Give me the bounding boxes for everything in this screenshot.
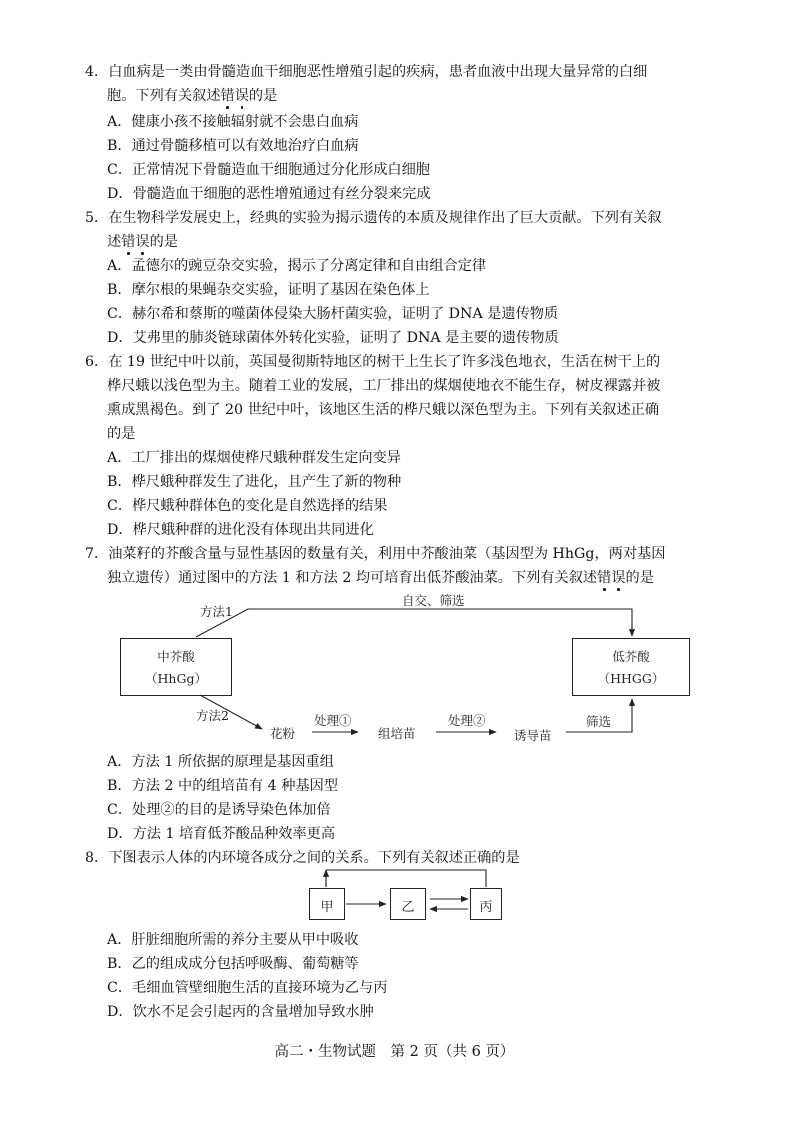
method2-label: 方法2 — [196, 708, 229, 723]
seedling-label: 组培苗 — [378, 726, 416, 741]
q8-bing-label: 丙 — [479, 900, 493, 915]
q7-option-c: C．处理②的目的是诱导染色体加倍 — [107, 802, 331, 818]
q4-option-d: D．骨髓造血干细胞的恶性增殖通过有丝分裂来完成 — [107, 186, 431, 202]
q8-yi-label: 乙 — [401, 900, 415, 915]
q8-option-a: A．肝脏细胞所需的养分主要从甲中吸收 — [107, 932, 359, 948]
q8-box-bing — [470, 888, 502, 920]
q5-option-b: B．摩尔根的果蝇杂交实验，证明了基因在染色体上 — [107, 282, 430, 298]
q8-box-jia — [309, 888, 345, 920]
mid-erucic-genotype: （HhGg） — [145, 671, 207, 686]
low-erucic-genotype: （HHGG） — [597, 671, 665, 686]
q8-option-b: B．乙的组成成分包括呼吸酶、葡萄糖等 — [107, 956, 359, 972]
q4-option-a: A．健康小孩不接触辐射就不会患白血病 — [107, 114, 359, 130]
emphasis-char: 误 — [234, 88, 249, 104]
process1-label: 处理① — [314, 713, 352, 728]
method1-arrow — [196, 609, 632, 637]
q8-option-c: C．毛细血管壁细胞生活的直接环境为乙与丙 — [107, 980, 388, 996]
q7-stem-pre: 独立遗传）通过图中的方法 1 和方法 2 均可培育出低芥酸油菜。下列有关叙述 — [107, 570, 598, 586]
q7-option-d: D．方法 1 培育低芥酸品种效率更高 — [107, 826, 336, 842]
self-cross-label: 自交、筛选 — [402, 593, 465, 608]
q7-option-b: B．方法 2 中的组培苗有 4 种基因型 — [107, 778, 338, 794]
q5-stem-line1: 5．在生物科学发展史上，经典的实验为揭示遗传的本质及规律作出了巨大贡献。下列有关叙 — [85, 210, 662, 226]
q8-jia-label: 甲 — [320, 900, 334, 915]
pollen-label: 花粉 — [270, 726, 296, 741]
q4-stem-line1: 4．白血病是一类由骨髓造血干细胞恶性增殖引起的疾病，患者血液中出现大量异常的白细 — [85, 64, 648, 80]
q4-stem-post: 的是 — [248, 88, 278, 104]
q6-option-a: A．工厂排出的煤烟使桦尺蛾种群发生定向变异 — [107, 450, 401, 466]
q8-stem: 8．下图表示人体的内环境各成分之间的关系。下列有关叙述正确的是 — [85, 850, 520, 866]
low-erucic-box — [572, 638, 690, 696]
q8-option-d: D．饮水不足会引起丙的含量增加导致水肿 — [107, 1004, 374, 1020]
emphasis-char: 错 — [597, 570, 612, 586]
q5-option-a: A．孟德尔的豌豆杂交实验，揭示了分离定律和自由组合定律 — [107, 258, 487, 274]
low-erucic-label: 低芥酸 — [612, 649, 650, 664]
q4-option-c: C．正常情况下骨髓造血干细胞通过分化形成白细胞 — [107, 162, 430, 178]
q5-option-d: D．艾弗里的肺炎链球菌体外转化实验，证明了 DNA 是主要的遗传物质 — [107, 330, 559, 346]
method1-label: 方法1 — [200, 604, 233, 619]
emphasis-char: 错 — [220, 88, 235, 104]
q6-stem-line3: 熏成黑褐色。到了 20 世纪中叶，该地区生活的桦尺蛾以深色型为主。下列有关叙述正确 — [107, 402, 660, 418]
q8-box-yi — [390, 888, 426, 920]
process2-label: 处理② — [448, 713, 486, 728]
q4-stem-pre: 胞。下列有关叙述 — [107, 88, 221, 104]
emphasis-char: 错 — [121, 234, 136, 250]
q8-top-line — [326, 870, 486, 887]
q6-option-b: B．桦尺蛾种群发生了进化，且产生了新的物种 — [107, 474, 402, 490]
mid-erucic-label: 中芥酸 — [157, 649, 195, 664]
mid-erucic-box — [120, 638, 232, 696]
q6-stem-line4: 的是 — [107, 426, 136, 442]
q5-option-c: C．赫尔希和蔡斯的噬菌体侵染大肠杆菌实验，证明了 DNA 是遗传物质 — [107, 306, 559, 322]
induced-seedling-label: 诱导苗 — [514, 728, 552, 743]
q6-option-d: D．桦尺蛾种群的进化没有体现出共同进化 — [107, 522, 374, 538]
page-footer: 高二・生物试题 第 2 页（共 6 页） — [274, 1044, 515, 1060]
q6-option-c: C．桦尺蛾种群体色的变化是自然选择的结果 — [107, 498, 388, 514]
q5-stem-post: 的是 — [149, 234, 178, 250]
q6-stem-line2: 桦尺蛾以浅色型为主。随着工业的发展，工厂排出的煤烟使地衣不能生存，树皮裸露并被 — [107, 378, 661, 394]
emphasis-char: 误 — [135, 234, 150, 250]
q7-stem-line1: 7．油菜籽的芥酸含量与显性基因的数量有关，利用中芥酸油菜（基因型为 HhGg，两对基因 — [85, 546, 666, 562]
screen-label: 筛选 — [586, 714, 612, 729]
q5-stem-pre: 述 — [107, 234, 122, 250]
q6-stem-line1: 6．在 19 世纪中叶以前，英国曼彻斯特地区的树干上生长了许多浅色地衣，生活在树干上的 — [85, 354, 661, 370]
q7-option-a: A．方法 1 所依据的原理是基因重组 — [107, 754, 334, 770]
q4-option-b: B．通过骨髓移植可以有效地治疗白血病 — [107, 138, 359, 154]
emphasis-char: 误 — [611, 570, 626, 586]
q7-stem-post: 的是 — [625, 570, 654, 586]
